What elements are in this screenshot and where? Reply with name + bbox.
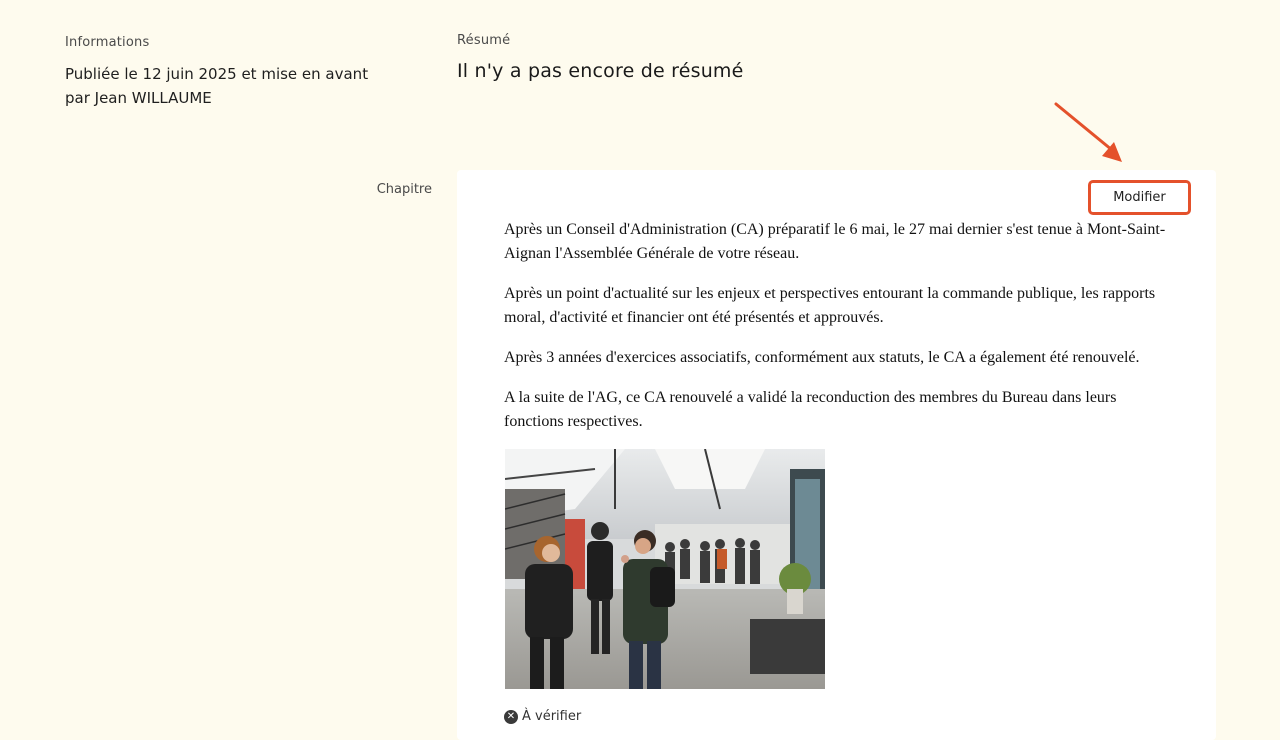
annotation-arrow-icon bbox=[1050, 98, 1130, 170]
publication-info-line-1: Publiée le 12 juin 2025 et mise en avant bbox=[65, 65, 369, 83]
resume-text: Il n'y a pas encore de résumé bbox=[457, 60, 744, 82]
chapter-paragraph: Après 3 années d'exercices associatifs, conformément aux statuts, le CA a également été renouvelé. bbox=[504, 349, 1140, 366]
event-photo-illustration bbox=[505, 449, 825, 689]
publication-info-line-2: par Jean WILLAUME bbox=[65, 89, 212, 107]
chapter-paragraph: Après un point d'actualité sur les enjeux et perspectives entourant la commande publique, les rapports moral, d'activité et financier ont été présentés et approuvés. bbox=[504, 285, 1156, 326]
edit-chapter-button[interactable]: Modifier bbox=[1088, 180, 1191, 215]
chapter-label: Chapitre bbox=[376, 182, 432, 197]
event-photo bbox=[505, 449, 825, 689]
chapter-paragraph: Après un Conseil d'Administration (CA) préparatif le 6 mai, le 27 mai dernier s'est tenue à Mont-Saint-Aignan l'Assemblée Générale de votre réseau. bbox=[504, 221, 1166, 262]
resume-label: Résumé bbox=[457, 33, 511, 48]
informations-label: Informations bbox=[65, 35, 150, 50]
status-text: À vérifier bbox=[522, 709, 582, 724]
x-circle-icon: ✕ bbox=[504, 710, 518, 724]
chapter-paragraph: A la suite de l'AG, ce CA renouvelé a validé la reconduction des membres du Bureau dans leurs fonctions respectives. bbox=[504, 389, 1117, 430]
status-indicator bbox=[504, 709, 581, 724]
chapter-content bbox=[504, 218, 1172, 450]
publication-info bbox=[65, 62, 385, 110]
